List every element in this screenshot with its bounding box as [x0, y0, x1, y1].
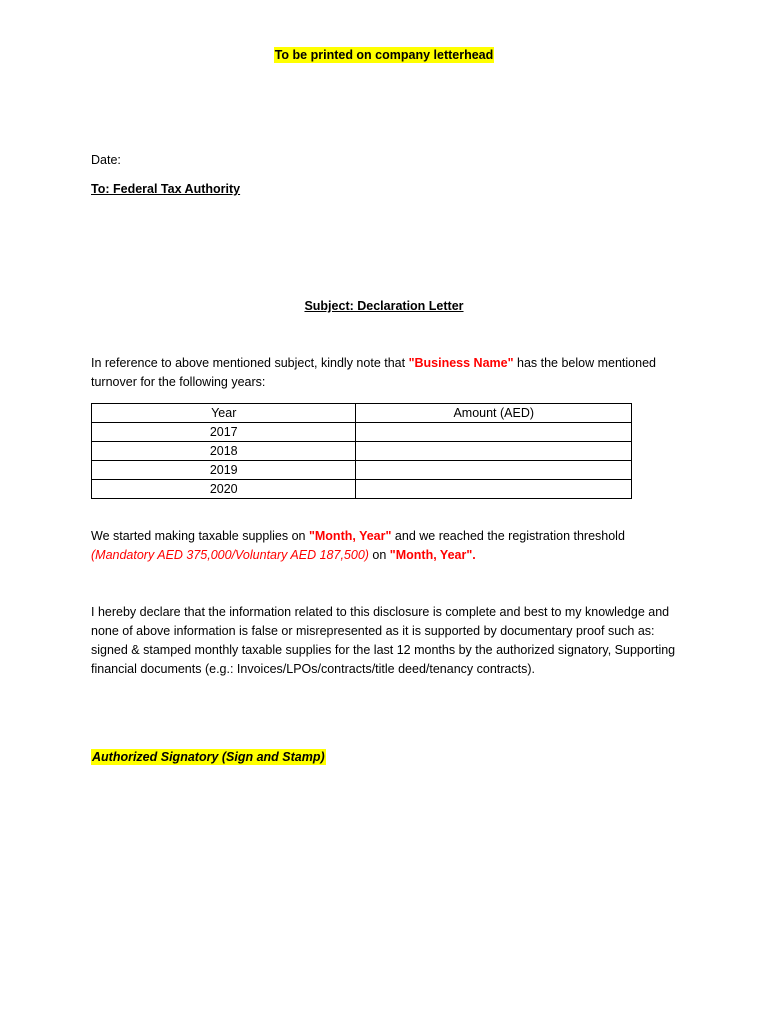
business-name-placeholder: "Business Name"	[408, 356, 514, 370]
table-row	[92, 442, 632, 461]
declaration-paragraph: I hereby declare that the information related to this disclosure is complete and best to my knowledge and none of above information is false or misrepresented as it is supported by documentary proof such as: signed & stamped monthly taxable supplies for the last 12 months by the authorized signatory, Supporting financial documents (e.g.: Invoices/LPOs/contracts/title deed/tenancy contracts).	[91, 605, 676, 676]
supplies-text-3: on	[368, 548, 390, 562]
turnover-table	[91, 403, 632, 499]
supplies-paragraph	[91, 527, 691, 565]
month-year-placeholder-1: "Month, Year"	[308, 529, 392, 543]
intro-paragraph	[91, 354, 681, 392]
supplies-text-1: We started making taxable supplies on	[91, 529, 309, 543]
intro-text-1: In reference to above mentioned subject, kindly note that	[91, 356, 409, 370]
letterhead-note	[0, 46, 768, 64]
signatory-line	[91, 748, 326, 766]
letterhead-note-text: To be printed on company letterhead	[274, 48, 494, 62]
supplies-text-2: and we reached the registration threshold	[391, 529, 625, 543]
signatory-text: Authorized Signatory (Sign and Stamp)	[92, 750, 325, 764]
year-column-header: Year	[92, 404, 356, 423]
amount-column-header: Amount (AED)	[356, 404, 632, 423]
year-cell: 2017	[92, 423, 356, 442]
amount-cell	[356, 480, 632, 499]
date-label: Date:	[91, 153, 121, 167]
amount-cell	[356, 423, 632, 442]
subject-heading: Subject: Declaration Letter	[304, 299, 464, 313]
amount-cell	[356, 442, 632, 461]
year-cell: 2019	[92, 461, 356, 480]
intro-text-2: has the below mentioned turnover for the following years:	[91, 356, 656, 389]
year-cell: 2020	[92, 480, 356, 499]
amount-cell	[356, 461, 632, 480]
table-header-row	[92, 404, 632, 423]
table-row	[92, 461, 632, 480]
year-cell: 2018	[92, 442, 356, 461]
table-row	[92, 423, 632, 442]
month-year-placeholder-2: "Month, Year".	[389, 548, 476, 562]
recipient-line: To: Federal Tax Authority	[91, 182, 241, 196]
table-row	[92, 480, 632, 499]
threshold-placeholder: (Mandatory AED 375,000/Voluntary AED 187,500)	[91, 548, 369, 562]
